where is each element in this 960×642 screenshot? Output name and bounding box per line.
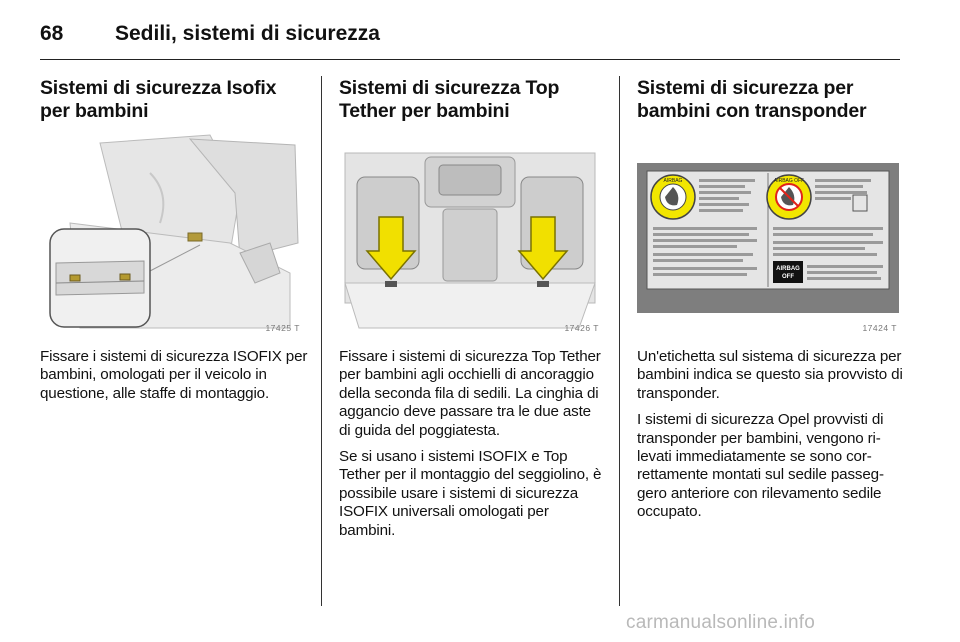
- paragraph: Un'etichetta sul sistema di sicurezza per bambini indica se questo sia provvisto di transponder.: [637, 348, 903, 402]
- section-body: [637, 348, 903, 530]
- page-number: 68: [40, 22, 64, 45]
- section-top-tether: [339, 77, 603, 539]
- transponder-label-illustration: [637, 133, 899, 333]
- airbag-off-seal-text: AIRBAG OFF: [773, 178, 805, 184]
- airbag-off-box-line1: AIRBAG: [776, 266, 800, 272]
- page-header: Sedili, sistemi di sicurezza: [115, 22, 380, 45]
- isofix-illustration: [40, 133, 302, 333]
- watermark: carmanualsonline.info: [626, 612, 816, 633]
- paragraph: Se si usano i sistemi ISOFIX e Top Tether per il montaggio del seggiolino, è possibile usare i sistemi di sicurezza ISOFIX universali omologati per bambini.: [339, 448, 602, 539]
- paragraph: I sistemi di sicurezza Opel provvisti di transponder per bambini, vengono rilevati immediatamente se sono correttamente montati sul sedile passeggero anteriore con rilevamento sedile occupato.: [637, 411, 885, 521]
- paragraph: Fissare i sistemi di sicurezza Top Tether per bambini agli occhielli di ancoraggio della seconda fila di sedili. La cinghia di aggancio deve passare tra le due aste di guida del poggiatesta.: [339, 348, 601, 439]
- paragraph: Fissare i sistemi di sicurezza ISOFIX per bambini, omologati per il veicolo in questione, alle staffe di montaggio.: [40, 348, 308, 402]
- figure-isofix-seat: [40, 133, 302, 333]
- section-title: Sistemi di sicurezza Isofix per bambini: [40, 77, 277, 122]
- figure-code: 17426 T: [564, 323, 599, 333]
- figure-code: 17424 T: [862, 323, 897, 333]
- top-tether-illustration: [339, 133, 601, 333]
- section-body: [40, 348, 310, 411]
- airbag-seal-text: AIRBAG: [663, 178, 683, 184]
- column-divider: [619, 76, 620, 606]
- header-rule: [40, 59, 900, 60]
- section-transponder: [637, 77, 903, 521]
- figure-top-tether: [339, 133, 601, 333]
- section-isofix: [40, 77, 308, 402]
- airbag-off-box-line2: OFF: [782, 274, 794, 280]
- section-title: Sistemi di sicurezza Top Tether per bambini: [339, 77, 560, 122]
- figure-code: 17425 T: [265, 323, 300, 333]
- section-body: [339, 348, 604, 548]
- column-divider: [321, 76, 322, 606]
- figure-transponder-label: [637, 133, 899, 333]
- section-title: Sistemi di sicurezza per bambini con transponder: [637, 77, 867, 122]
